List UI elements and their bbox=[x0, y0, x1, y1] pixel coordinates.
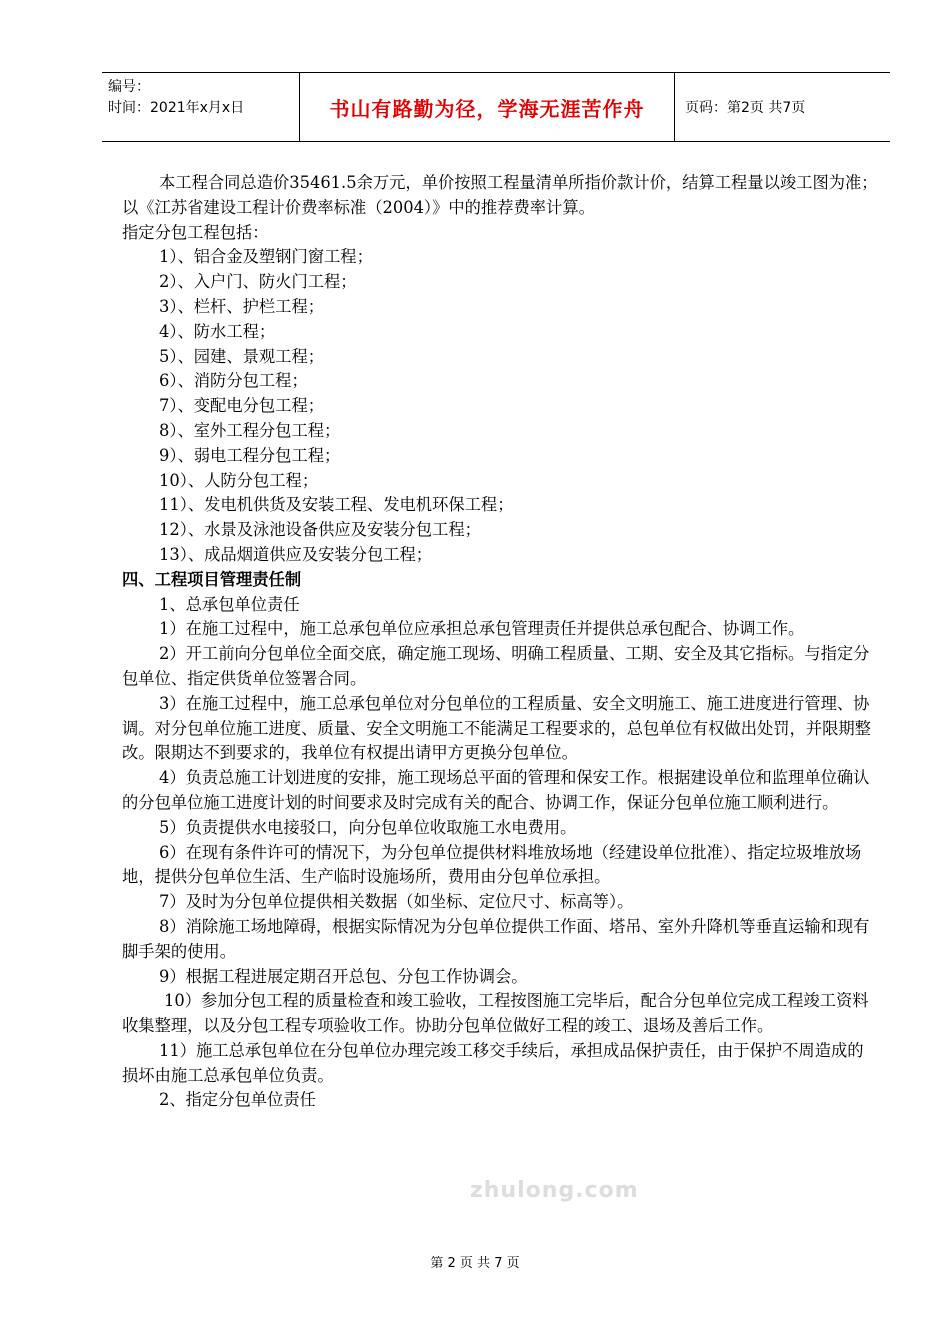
subcontract-item: 12）、水景及泳池设备供应及安装分包工程； bbox=[159, 520, 481, 540]
page-footer: 第 2 页 共 7 页 bbox=[430, 1256, 520, 1271]
subcontract-item: 11）、发电机供货及安装工程、发电机环保工程； bbox=[159, 495, 514, 515]
section-heading: 四、工程项目管理责任制 bbox=[122, 569, 302, 589]
duty-paragraph: 7）及时为分包单位提供相关数据（如坐标、定位尺寸、标高等）。 bbox=[159, 892, 634, 912]
subcontract-item: 5）、园建、景观工程； bbox=[159, 346, 325, 366]
watermark: zhulong.com bbox=[470, 1178, 639, 1203]
subcontract-title: 指定分包工程包括： bbox=[122, 222, 269, 242]
subcontract-item: 2）、入户门、防火门工程； bbox=[159, 272, 357, 292]
duty-paragraph: 10）参加分包工程的质量检查和竣工验收，工程按图施工完毕后，配合分包单位完成工程竣工资料收集整理，以及分包工程专项验收工作。协助分包单位做好工程的竣工、退场及善后工作。 bbox=[122, 991, 869, 1036]
duty-paragraph: 9）根据工程进展定期召开总包、分包工作协调会。 bbox=[159, 966, 528, 986]
duty-paragraph: 4）负责总施工计划进度的安排，施工现场总平面的管理和保安工作。根据建设单位和监理单位确认的分包单位施工进度计划的时间要求及时完成有关的配合、协调工作，保证分包单位施工顺利进行。 bbox=[122, 768, 870, 812]
sub-heading: 2、指定分包单位责任 bbox=[159, 1090, 316, 1110]
duty-paragraph: 3）在施工过程中，施工总承包单位对分包单位的工程质量、安全文明施工、施工进度进行管理、协调。对分包单位施工进度、质量、安全文明施工不能满足工程要求的，总包单位有权做出处罚，并限期整改。限期达不到要求的，我单位有权提出请甲方更换分包单位。 bbox=[122, 693, 871, 763]
subcontract-item: 9）、弱电工程分包工程； bbox=[159, 445, 341, 465]
duty-paragraph: 2）开工前向分包单位全面交底，确定施工现场、明确工程质量、工期、安全及其它指标。与指定分包单位、指定供货单位签署合同。 bbox=[122, 644, 870, 688]
duty-paragraph: 1）在施工过程中，施工总承包单位应承担总承包管理责任并提供总承包配合、协调工作。 bbox=[159, 619, 805, 639]
subcontract-item: 13）、成品烟道供应及安装分包工程； bbox=[159, 544, 433, 564]
document-body bbox=[122, 171, 878, 1113]
subcontract-item: 7）、变配电分包工程； bbox=[159, 396, 325, 416]
duty-paragraph: 11）施工总承包单位在分包单位办理完竣工移交手续后，承担成品保护责任，由于保护不周造成的损坏由施工总承包单位负责。 bbox=[122, 1040, 864, 1085]
subcontract-item: 1）、铝合金及塑钢门窗工程； bbox=[159, 247, 373, 267]
document-number-label: 编号： bbox=[108, 79, 150, 95]
header-page-info: 页码：第2页 共7页 bbox=[685, 100, 806, 116]
duty-paragraph: 6）在现有条件许可的情况下，为分包单位提供材料堆放场地（经建设单位批准）、指定垃圾堆放场地，提供分包单位生活、生产临时设施场所，费用由分包单位承担。 bbox=[122, 842, 862, 887]
header-motto: 书山有路勤为径，学海无涯苦作舟 bbox=[300, 73, 675, 141]
subcontract-item: 8）、室外工程分包工程； bbox=[159, 420, 341, 440]
subcontract-item: 4）、防水工程； bbox=[159, 321, 276, 341]
duty-paragraph: 5）负责提供水电接驳口，向分包单位收取施工水电费用。 bbox=[159, 817, 577, 837]
header-meta bbox=[102, 73, 300, 141]
subcontract-item: 10）、人防分包工程； bbox=[159, 470, 319, 490]
sub-heading: 1、总承包单位责任 bbox=[159, 594, 300, 614]
subcontract-item: 6）、消防分包工程； bbox=[159, 371, 308, 391]
document-time-label: 时间：2021年x月x日 bbox=[108, 100, 245, 116]
page-header bbox=[102, 72, 890, 142]
duty-paragraph: 8）消除施工场地障碍，根据实际情况为分包单位提供工作面、塔吊、室外升降机等垂直运输和现有脚手架的使用。 bbox=[122, 916, 870, 961]
subcontract-item: 3）、栏杆、护栏工程； bbox=[159, 296, 325, 316]
intro-paragraph: 本工程合同总造价35461.5余万元，单价按照工程量清单所指价款计价，结算工程量以竣工图为准；以《江苏省建设工程计价费率标准（2004）》中的推荐费率计算。 bbox=[122, 173, 878, 217]
